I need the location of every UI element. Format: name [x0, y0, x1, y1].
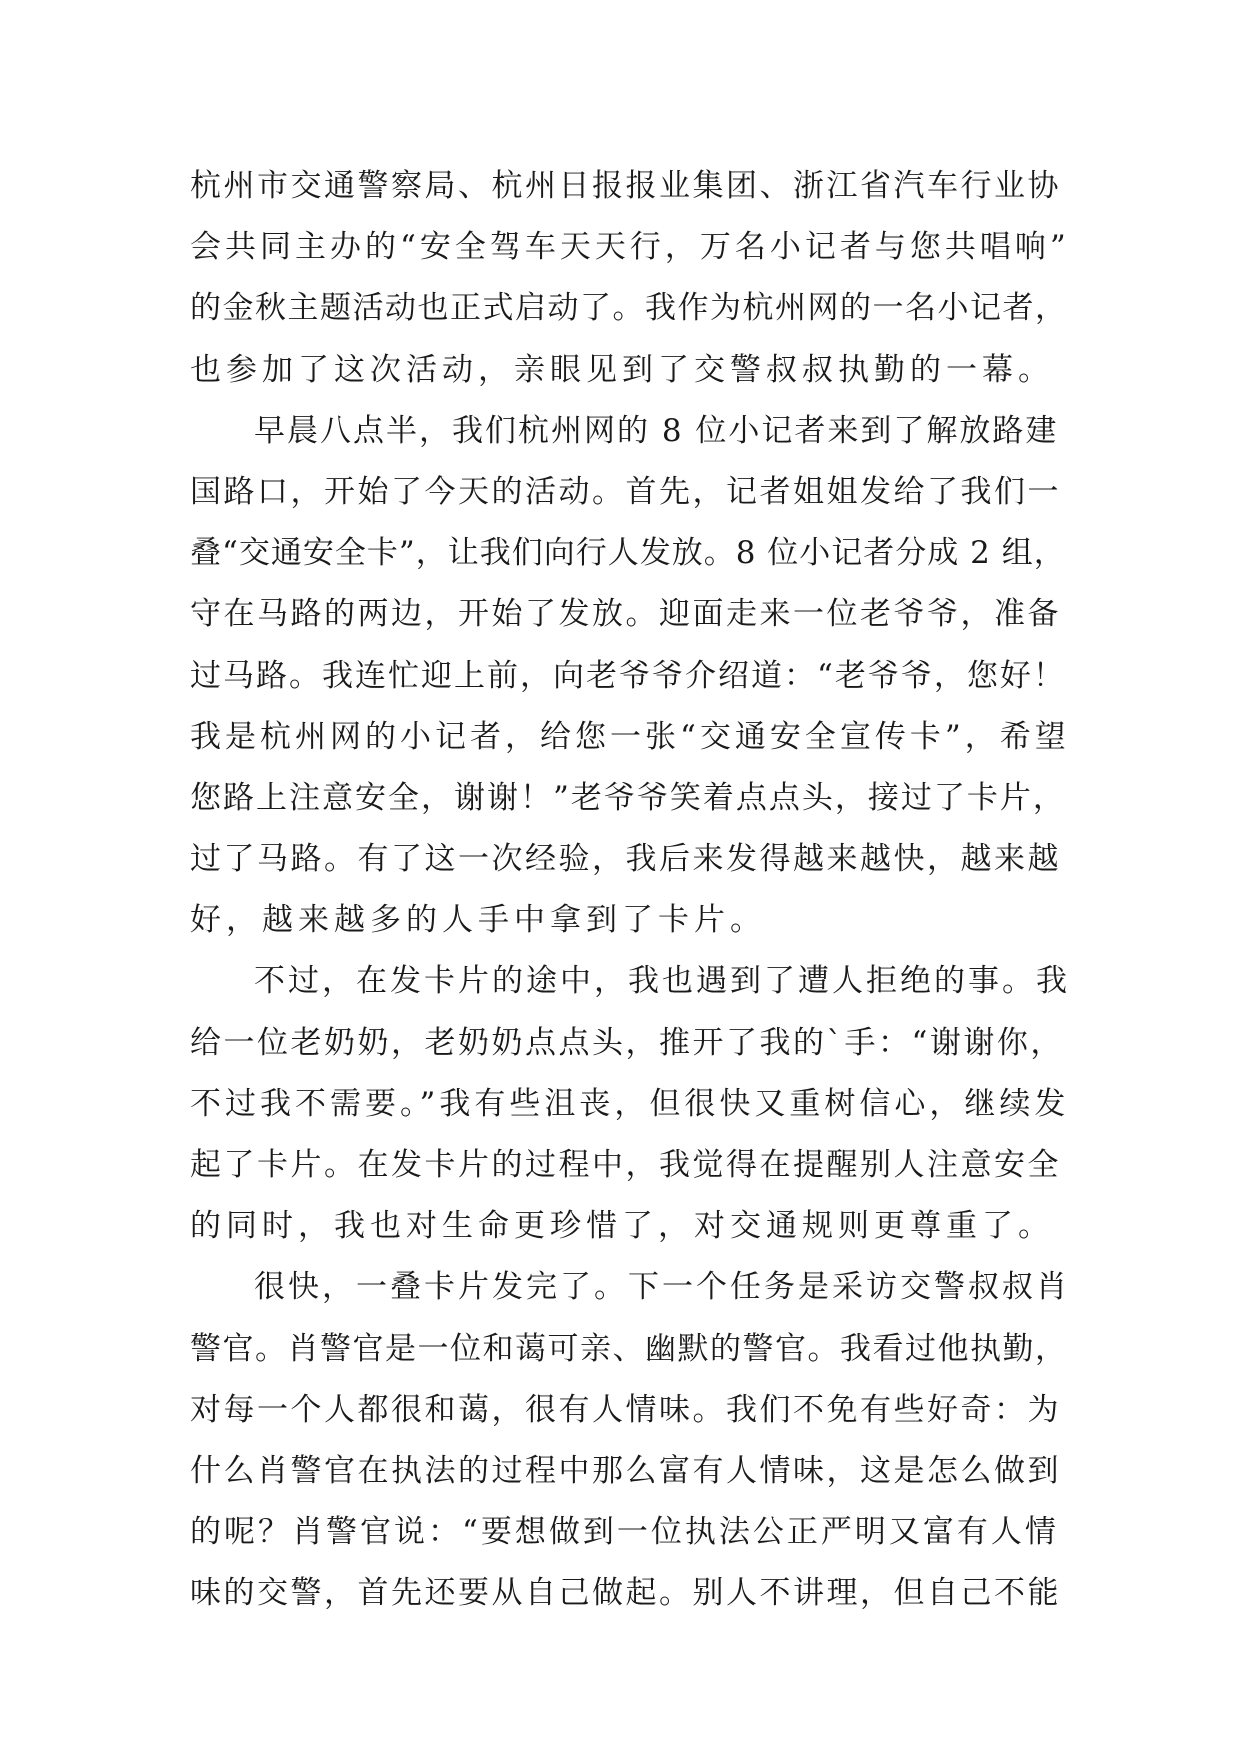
text-line: 杭州市交通警察局、杭州日报报业集团、浙江省汽车行业协 — [190, 168, 1061, 204]
text-line: 也参加了这次活动，亲眼见到了交警叔叔执勤的一幕。 — [190, 351, 1054, 388]
paragraph-first-line: 不过，在发卡片的途中，我也遇到了遭人拒绝的事。我 — [254, 963, 1070, 1000]
text-line: 过了马路。有了这一次经验，我后来发得越来越快，越来越 — [190, 841, 1061, 878]
text-line: 的同时，我也对生命更珍惜了，对交通规则更尊重了。 — [190, 1208, 1054, 1245]
text-line: 过马路。我连忙迎上前，向老爷爷介绍道：“老爷爷，您好！ — [190, 657, 1066, 694]
text-line: 国路口，开始了今天的活动。首先，记者姐姐发给了我们一 — [190, 473, 1061, 510]
paragraph-first-line: 很快，一叠卡片发完了。下一个任务是采访交警叔叔肖 — [254, 1269, 1070, 1306]
text-line: 味的交警，首先还要从自己做起。别人不讲理，但自己不能 — [190, 1575, 1061, 1612]
text-line: 对每一个人都很和蔼，很有人情味。我们不免有些好奇：为 — [190, 1391, 1061, 1428]
text-line: 的呢？肖警官说：“要想做到一位执法公正严明又富有人情 — [190, 1514, 1059, 1551]
text-line: 警官。肖警官是一位和蔼可亲、幽默的警官。我看过他执勤， — [190, 1330, 1068, 1367]
text-line: 我是杭州网的小记者，给您一张“交通安全宣传卡”，希望 — [190, 718, 1070, 755]
text-line: 什么肖警官在执法的过程中那么富有人情味，这是怎么做到 — [190, 1452, 1061, 1489]
text-line: 好，越来越多的人手中拿到了卡片。 — [190, 902, 766, 939]
text-line: 的金秋主题活动也正式启动了。我作为杭州网的一名小记者， — [190, 290, 1068, 327]
body-text — [190, 156, 1070, 1625]
text-line: 给一位老奶奶，老奶奶点点头，推开了我的`手：“谢谢你， — [190, 1024, 1064, 1061]
paragraph-first-line: 早晨八点半，我们杭州网的 8 位小记者来到了解放路建 — [254, 412, 1059, 449]
text-line: 会共同主办的“安全驾车天天行，万名小记者与您共唱响” — [190, 229, 1070, 266]
text-line: 叠“交通安全卡”，让我们向行人发放。8 位小记者分成 2 组， — [190, 535, 1066, 572]
text-line: 您路上注意安全，谢谢！”老爷爷笑着点点头，接过了卡片， — [190, 779, 1066, 816]
text-line: 守在马路的两边，开始了发放。迎面走来一位老爷爷，准备 — [190, 596, 1061, 633]
text-line: 不过我不需要。”我有些沮丧，但很快又重树信心，继续发 — [190, 1085, 1070, 1122]
text-line: 起了卡片。在发卡片的过程中，我觉得在提醒别人注意安全 — [190, 1147, 1061, 1183]
